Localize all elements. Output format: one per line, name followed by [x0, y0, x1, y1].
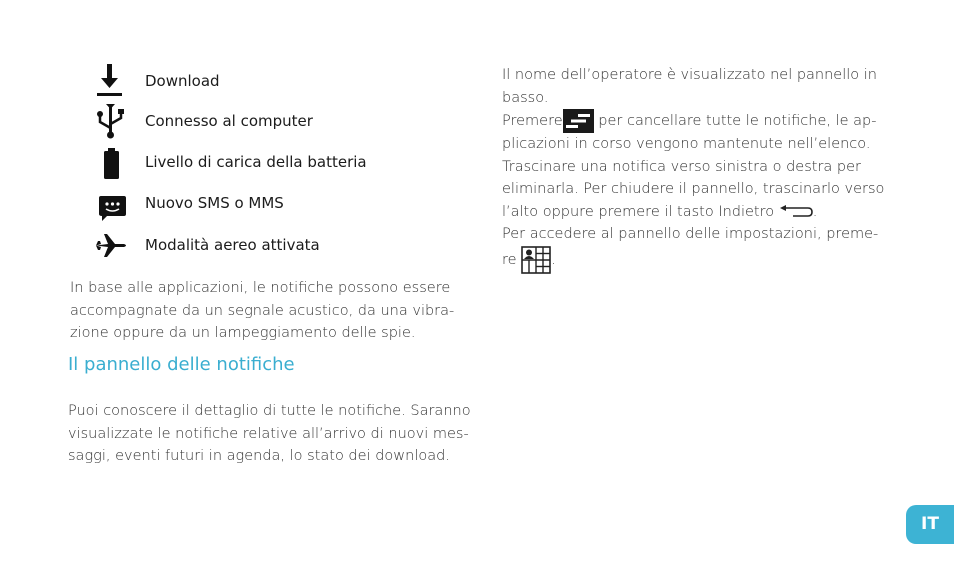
section-heading: Il pannello delle notifiche [68, 354, 295, 375]
status-row-download [94, 62, 454, 102]
panel-line: visualizzate le notifiche relative all’arrivo di nuovi mes- [68, 425, 469, 442]
panel-paragraph [68, 400, 471, 468]
status-row-sms [94, 184, 454, 224]
intro-line: In base alle applicazioni, le notifiche possono essere [70, 280, 451, 296]
status-label: Nuovo SMS o MMS [145, 194, 284, 212]
text-fragment: . [812, 203, 818, 220]
status-row-usb [94, 102, 454, 142]
intro-paragraph [70, 277, 462, 345]
text-line [502, 201, 896, 224]
clear-notifications-icon [563, 109, 594, 133]
text-fragment: Premere [502, 113, 563, 129]
airplane-icon [94, 226, 128, 264]
text-line: eliminarla. Per chiudere il pannello, trascinarlo verso [502, 181, 885, 197]
status-label: Livello di carica della batteria [145, 153, 367, 171]
text-fragment: l’alto oppure premere il tasto Indietro [502, 203, 779, 220]
panel-line: Puoi conoscere il dettaglio di tutte le notifiche. Saranno [68, 403, 471, 419]
text-line: Per accedere al pannello delle impostazioni, preme- [502, 226, 879, 242]
intro-line: zione oppure da un lampeggiamento delle spie. [70, 325, 416, 341]
text-line: plicazioni in corso vengono mantenute nell’elenco. [502, 136, 871, 152]
battery-icon [94, 143, 128, 181]
text-fragment: re [502, 251, 522, 268]
language-tab [906, 505, 954, 544]
right-column-text [502, 64, 896, 274]
text-line: Trascinare una notifica verso sinistra o destra per [502, 158, 862, 175]
status-label: Download [145, 72, 220, 90]
status-label: Modalità aereo attivata [145, 236, 320, 254]
text-line: Il nome dell’operatore è visualizzato nel pannello in [502, 67, 877, 83]
settings-panel-icon [521, 246, 551, 274]
text-line [502, 109, 896, 133]
text-fragment: per cancellare tutte le notifiche, le ap- [593, 113, 877, 129]
status-row-airplane [94, 226, 454, 266]
status-label: Connesso al computer [145, 112, 313, 130]
panel-line: saggi, eventi futuri in agenda, lo stato dei download. [68, 448, 450, 464]
download-icon [94, 62, 128, 100]
text-line [502, 246, 896, 274]
back-key-icon [779, 205, 813, 219]
sms-icon [94, 184, 128, 222]
intro-line: accompagnate da un segnale acustico, da una vibra- [70, 302, 455, 319]
text-line: basso. [502, 89, 549, 106]
text-fragment: . [551, 251, 556, 268]
usb-icon [94, 102, 128, 140]
language-label: IT [921, 514, 939, 534]
status-row-battery [94, 143, 454, 183]
